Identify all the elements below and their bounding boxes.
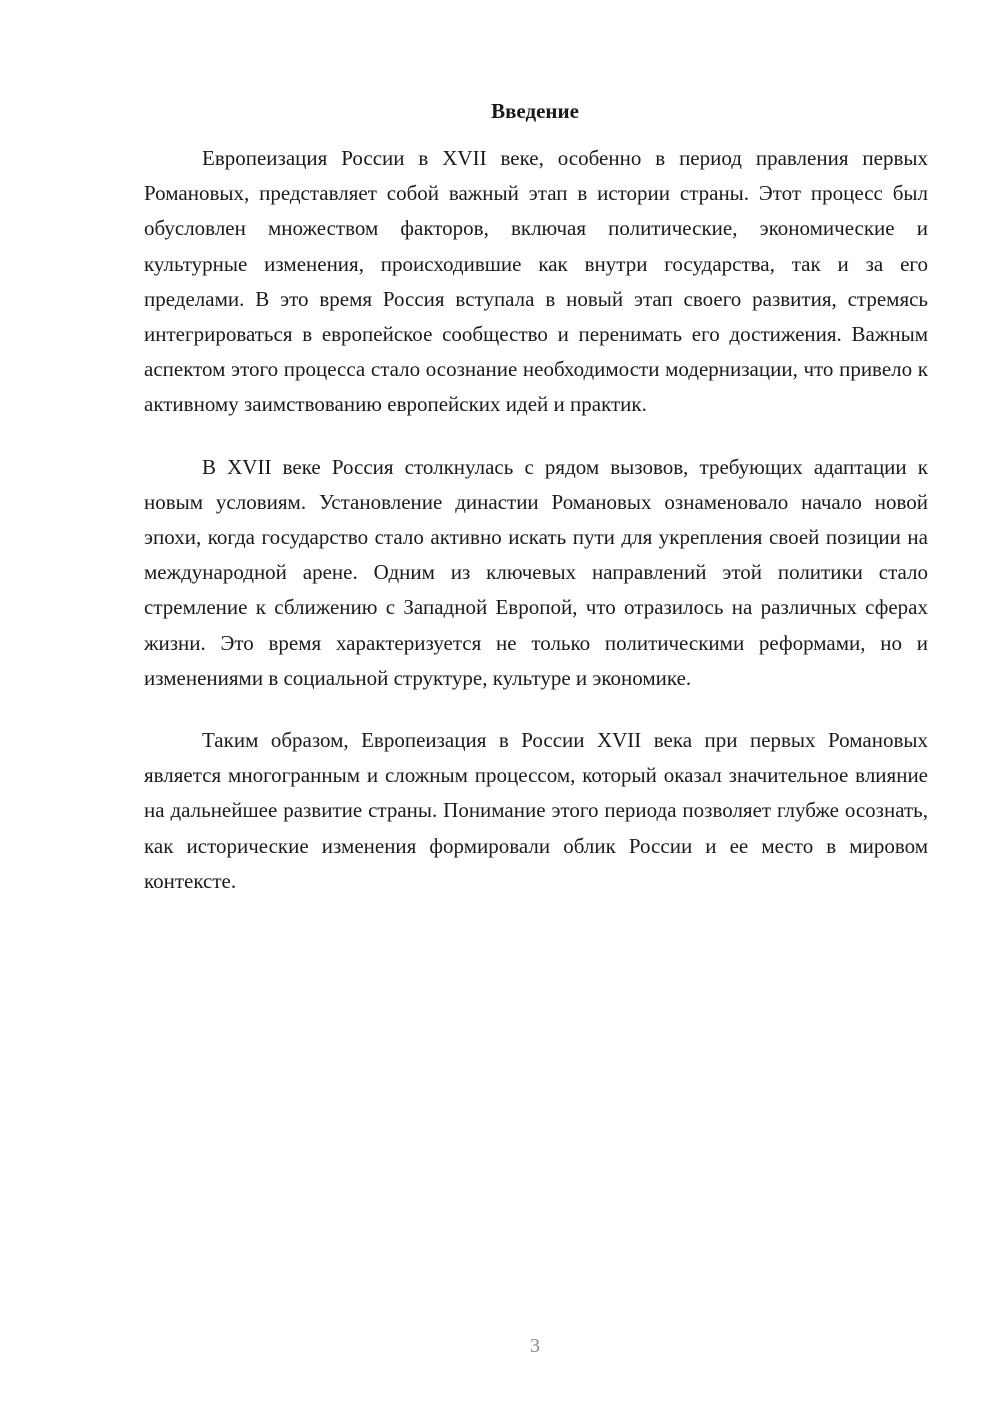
body-text xyxy=(144,141,928,926)
page-number: 3 xyxy=(530,1335,540,1357)
section-heading: Введение xyxy=(491,99,579,123)
paragraph-2: В XVII веке Россия столкнулась с рядом вызовов, требующих адаптации к новым условиям. Установление династии Романовых ознаменовало начало новой эпохи, когда государство стало активно искать пути для укрепления своей позиции на международной арене. Одним из ключевых направлений этой политики стало стремление к сближению с Западной Европой, что отразилось на различных сферах жизни. Это время характеризуется не только политическими реформами, но и изменениями в социальной структуре, культуре и экономике. xyxy=(144,454,928,690)
paragraph-1: Европеизация России в XVII веке, особенно в период правления первых Романовых, представляет собой важный этап в истории страны. Этот процесс был обусловлен множеством факторов, включая политические, экономические и культурные изменения, происходившие как внутри государства, так и за его пределами. В это время Россия вступала в новый этап своего развития, стремясь интегрироваться в европейское сообщество и перенимать его достижения. Важным аспектом этого процесса стало осознание необходимости модернизации, что привело к активному заимствованию европейских идей и практик. xyxy=(144,146,928,417)
paragraph-3: Таким образом, Европеизация в России XVII века при первых Романовых является многогранным и сложным процессом, который оказал значительное влияние на дальнейшее развитие страны. Понимание этого периода позволяет глубже осознать, как исторические изменения формировали облик России и ее место в мировом контексте. xyxy=(144,728,928,893)
